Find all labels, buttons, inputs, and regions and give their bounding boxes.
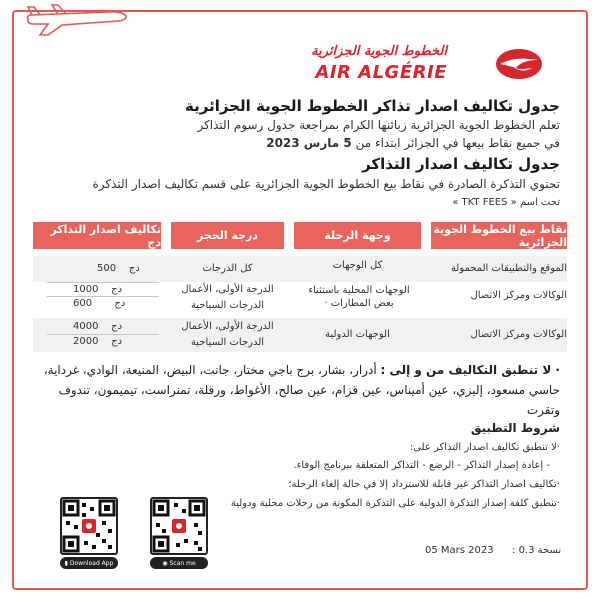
section-title: جدول تكاليف اصدار التذاكر: [362, 155, 560, 173]
footer-version: نسخة 0.3 :: [512, 545, 562, 556]
logo-english-text: AIR ALGÉRIE: [315, 62, 447, 83]
row2-fee-b-unit: دج: [114, 298, 126, 309]
scan-me-text: Scan me: [169, 559, 196, 567]
footer-date: 05 Mars 2023: [425, 545, 494, 556]
row2-fee-a-unit: دج: [111, 284, 123, 295]
section-intro: تحتوي التذكرة الصادرة في نقاط بيع الخطوط الجوية الجزائرية على قسم تكاليف اصدار التذكرة: [92, 177, 560, 191]
exclusions-lead: · لا تنطبق التكاليف من و إلى :: [380, 363, 560, 377]
conditions-title: شروط التطبيق: [470, 421, 560, 435]
row3-fee-a-unit: دج: [111, 321, 123, 332]
qr-code: [150, 497, 208, 555]
row2-fee-a-cell: [73, 284, 122, 295]
crane-emblem-icon: [494, 46, 544, 82]
condition-item: - إعادة إصدار التذاكر - الرضع - التذاكر المتعلقة ببرنامج الوفاء.: [293, 460, 550, 471]
condition-item: ·تنطبق كلفة إصدار التذكرة الدولية على التذكرة المكونة من رحلات محلية ودولية: [230, 498, 560, 509]
page-title: جدول تكاليف اصدار تذاكر الخطوط الجوية الجزائرية: [185, 97, 560, 115]
download-app-text: Download App: [69, 559, 114, 567]
download-app-label: [60, 557, 118, 569]
row3-class-b: الدرجات السياحية: [190, 337, 265, 348]
row2-sales-point: الوكالات ومركز الاتصال: [470, 290, 567, 301]
condition-item: ·لا تنطبق تكاليف اصدار التذاكر على:: [409, 442, 560, 453]
row3-fee-b-cell: [73, 336, 122, 347]
qr-code: [60, 497, 118, 555]
row1-destination: كل الوجهات: [332, 260, 383, 271]
logo-arabic-text: الخطوط الجوية الجزائرية: [311, 44, 447, 59]
effective-date: 5 مارس 2023: [266, 136, 352, 150]
fee-divider: [47, 296, 159, 297]
row1-class: كل الدرجات: [202, 263, 253, 274]
download-app-qr[interactable]: [60, 497, 118, 569]
row2-fee-b-value: 600: [73, 298, 93, 309]
exclusions-list: أدرار، بشار، برج باجي مختار، جانت، البيض، المنيعة، الوادي، غرداية، حاسي مسعود، إليزي، عين أميناس، عين قزام، عين صالح، الأغواط، ورقلة، تمنراست، تيميمون، تندوف وتقرت: [43, 363, 560, 417]
condition-item: ·تكاليف اصدار التذاكر غير قابلة للاسترداد إلا في حالة إلغاء الرحلة؛: [288, 479, 560, 490]
row2-destination: الوجهات المحلية باستثناء بعض المطارات ·: [308, 285, 410, 309]
tkt-fees-line: تحت اسم « TKT FEES »: [452, 197, 560, 208]
header-destination: وجهة الرحلة: [294, 222, 421, 249]
header-fee: تكاليف اصدار التذاكر دج: [33, 222, 161, 249]
row1-fee-unit: دج: [128, 263, 140, 274]
scan-me-qr[interactable]: [150, 497, 208, 569]
intro-line-2: [40, 136, 560, 150]
scan-me-label: [150, 557, 208, 569]
row3-fee-a-cell: [73, 321, 122, 332]
row2-class-b: الدرجات السياحية: [190, 300, 265, 311]
intro-line-2-text: في جميع نقاط بيعها في الجزائر ابتداء من: [351, 136, 560, 150]
row2-class-a: الدرجة الأولى، الأعمال: [181, 284, 274, 295]
row3-fee-b-value: 2000: [73, 336, 99, 347]
fee-divider: [47, 282, 159, 283]
row3-destination: الوجهات الدولية: [325, 329, 390, 340]
qr-code-icon: [152, 499, 206, 553]
camera-icon: ◉: [162, 559, 168, 567]
row1-sales-point: الموقع والتطبيقات المحمولة: [450, 263, 567, 274]
qr-code-icon: [62, 499, 116, 553]
fees-table: [33, 222, 567, 354]
row1-fee-cell: [97, 263, 140, 274]
header-sales-point: نقاط بيع الخطوط الجوية الجزائرية: [431, 222, 567, 249]
row3-fee-b-unit: دج: [111, 336, 123, 347]
row3-sales-point: الوكالات ومركز الاتصال: [470, 329, 567, 340]
exclusions-paragraph: [30, 360, 560, 420]
intro-line-1: تعلم الخطوط الجوية الجزائرية زبائنها الكرام بمراجعة جدول رسوم التذاكر: [197, 118, 560, 132]
row3-fee-a-value: 4000: [73, 321, 99, 332]
row2-fee-b-cell: [73, 298, 125, 309]
air-algerie-logo: [242, 44, 572, 84]
header-class: درجة الحجز: [171, 222, 284, 249]
row1-fee-value: 500: [97, 263, 117, 274]
phone-icon: ▮: [64, 559, 68, 567]
row3-class-a: الدرجة الأولى، الأعمال: [181, 321, 274, 332]
row2-fee-a-value: 1000: [73, 284, 99, 295]
fee-divider: [47, 334, 159, 335]
airplane-icon: [22, 3, 132, 37]
